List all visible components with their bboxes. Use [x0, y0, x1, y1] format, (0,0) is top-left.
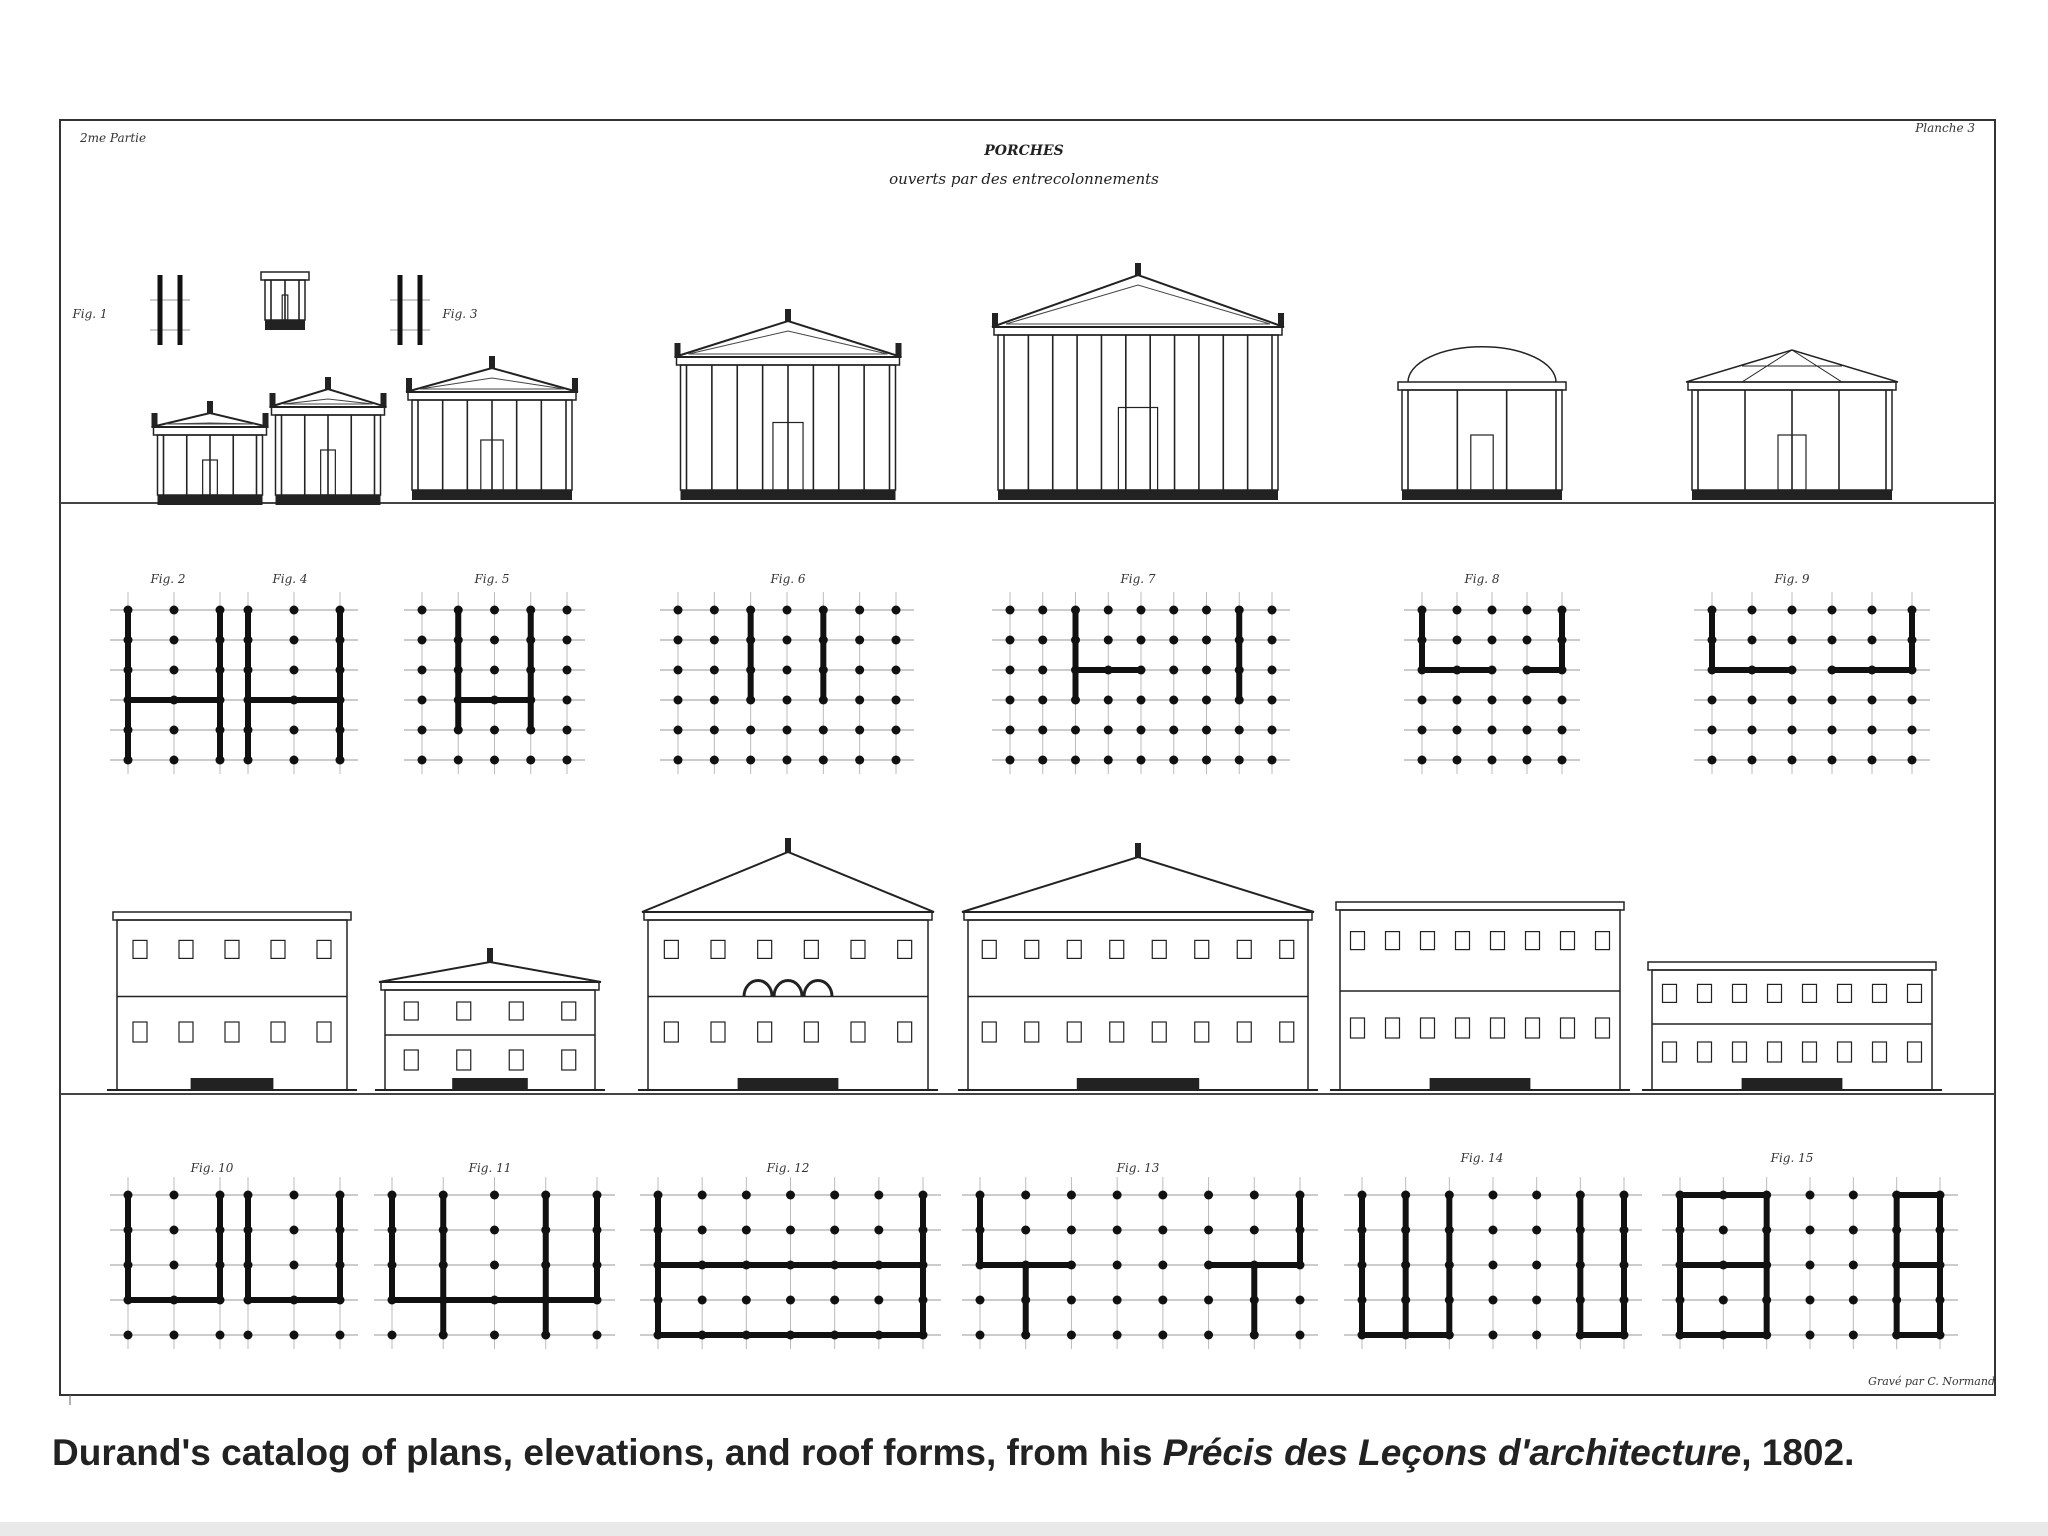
- figure-label: Fig. 4: [272, 572, 308, 586]
- plate-frame: [60, 120, 1995, 1395]
- figure-caption: [52, 1432, 2012, 1474]
- figure-label: Fig. 1: [72, 307, 108, 321]
- plan-drawing: [110, 592, 238, 774]
- caption-book-title: Précis des Leçons d'architecture: [1162, 1432, 1742, 1473]
- plan-drawing: [230, 592, 358, 774]
- figure-label: Fig. 15: [1770, 1151, 1814, 1165]
- figure-label: Fig. 14: [1460, 1151, 1504, 1165]
- figure-label: Fig. 7: [1120, 572, 1156, 586]
- figure-label: Fig. 8: [1464, 572, 1500, 586]
- bottom-bar: [0, 1522, 2048, 1536]
- figure-label: Fig. 6: [770, 572, 806, 586]
- figure-label: Fig. 5: [474, 572, 510, 586]
- corner-right: Planche 3: [1915, 121, 1975, 135]
- plate-title: PORCHES: [984, 143, 1064, 159]
- corner-left: 2me Partie: [80, 131, 147, 145]
- figure-label: Fig. 2: [150, 572, 186, 586]
- caption-part1: Durand's catalog of plans, elevations, and roof forms, from his: [52, 1432, 1163, 1473]
- figure-label: Fig. 11: [468, 1161, 512, 1175]
- figure-label: Fig. 12: [766, 1161, 810, 1175]
- caption-part2: , 1802.: [1741, 1432, 1855, 1473]
- engraver-credit: Gravé par C. Normand: [1868, 1375, 1995, 1388]
- figure-label: Fig. 9: [1774, 572, 1810, 586]
- figure-label: Fig. 13: [1116, 1161, 1160, 1175]
- figure-label: Fig. 10: [190, 1161, 234, 1175]
- plate-subtitle: ouverts par des entrecolonnements: [889, 170, 1159, 188]
- figure-label: Fig. 3: [442, 307, 478, 321]
